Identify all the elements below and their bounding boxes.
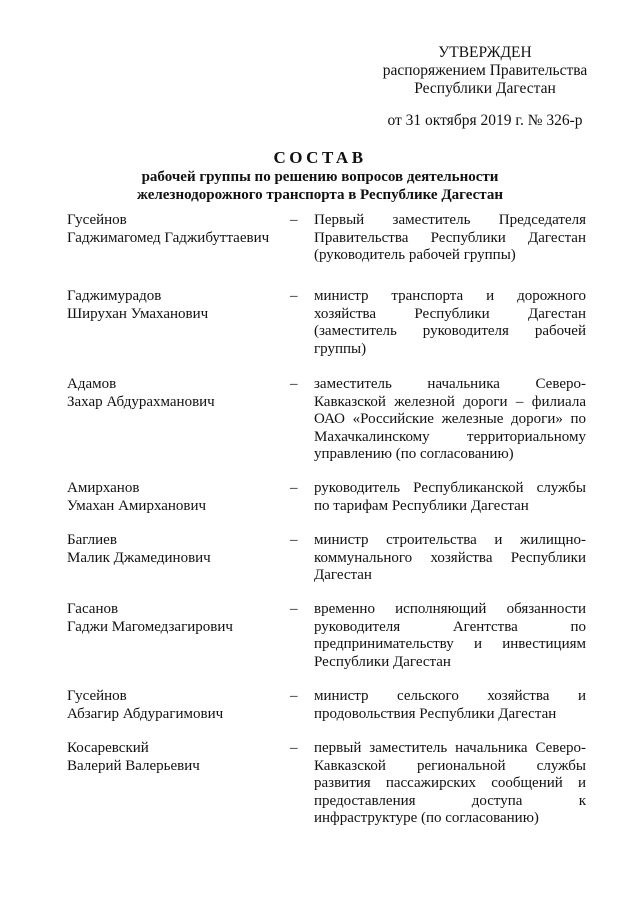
member-role: министр сельского хозяйства и продовольствия Республики Дагестан <box>314 688 586 722</box>
dash-separator: – <box>290 376 298 392</box>
member-surname: Гаджимурадов <box>67 288 162 304</box>
approval-region: Республики Дагестан <box>414 80 556 97</box>
member-role: министр транспорта и дорожного хозяйства Республики Дагестан (заместитель руководителя рабочей группы) <box>314 288 586 357</box>
member-given-names: Захар Абдурахманович <box>67 393 215 410</box>
member-name <box>67 480 282 515</box>
member-surname: Амирханов <box>67 480 140 496</box>
member-given-names: Умахан Амирханович <box>67 497 207 514</box>
dash-separator: – <box>290 480 298 496</box>
dash-separator: – <box>290 688 298 704</box>
member-role: руководитель Республиканской службы по тарифам Республики Дагестан <box>314 480 586 514</box>
member-role: министр строительства и жилищно-коммунального хозяйства Республики Дагестан <box>314 532 586 583</box>
dash-separator: – <box>290 212 298 228</box>
member-given-names: Ширухан Умаханович <box>67 305 209 322</box>
member-surname: Гусейнов <box>67 212 127 228</box>
member-surname: Косаревский <box>67 740 149 756</box>
approval-date: от 31 октября 2019 г. № 326-р <box>387 112 583 129</box>
document-subtitle: рабочей группы по решению вопросов деятельности железнодорожного транспорта в Республике Дагестан <box>137 169 503 203</box>
member-name <box>67 740 282 775</box>
member-role: временно исполняющий обязанности руководителя Агентства по предпринимательству и инвестициям Республики Дагестан <box>314 601 586 670</box>
member-role: Первый заместитель Председателя Правительства Республики Дагестан (руководитель рабочей группы) <box>314 212 586 263</box>
member-role: заместитель начальника Северо-Кавказской железной дороги – филиала ОАО «Российские железные дороги» по Махачкалинскому территориальному управлению (по согласованию) <box>314 376 586 462</box>
member-given-names: Валерий Валерьевич <box>67 757 200 774</box>
document-title: СОСТАВ <box>273 148 367 167</box>
member-surname: Гусейнов <box>67 688 127 704</box>
member-name <box>67 212 282 247</box>
dash-separator: – <box>290 601 298 617</box>
member-surname: Гасанов <box>67 601 119 617</box>
dash-separator: – <box>290 740 298 756</box>
approval-heading: УТВЕРЖДЕН <box>438 44 532 61</box>
member-name <box>67 532 282 567</box>
member-name <box>67 288 282 323</box>
member-given-names: Абзагир Абдурагимович <box>67 705 224 722</box>
member-given-names: Малик Джамединович <box>67 549 211 566</box>
member-surname: Баглиев <box>67 532 117 548</box>
member-name <box>67 601 282 636</box>
dash-separator: – <box>290 532 298 548</box>
approval-authority: распоряжением Правительства <box>382 62 588 79</box>
member-given-names: Гаджи Магомедзагирович <box>67 618 233 635</box>
member-name <box>67 376 282 411</box>
member-role: первый заместитель начальника Северо-Кавказской региональной службы развития пассажирских сообщений и предоставления доступа к инфраструктуре (по согласованию) <box>314 740 586 826</box>
dash-separator: – <box>290 288 298 304</box>
member-name <box>67 688 282 723</box>
member-surname: Адамов <box>67 376 117 392</box>
member-given-names: Гаджимагомед Гаджибуттаевич <box>67 229 270 246</box>
approval-stamp <box>360 44 610 98</box>
